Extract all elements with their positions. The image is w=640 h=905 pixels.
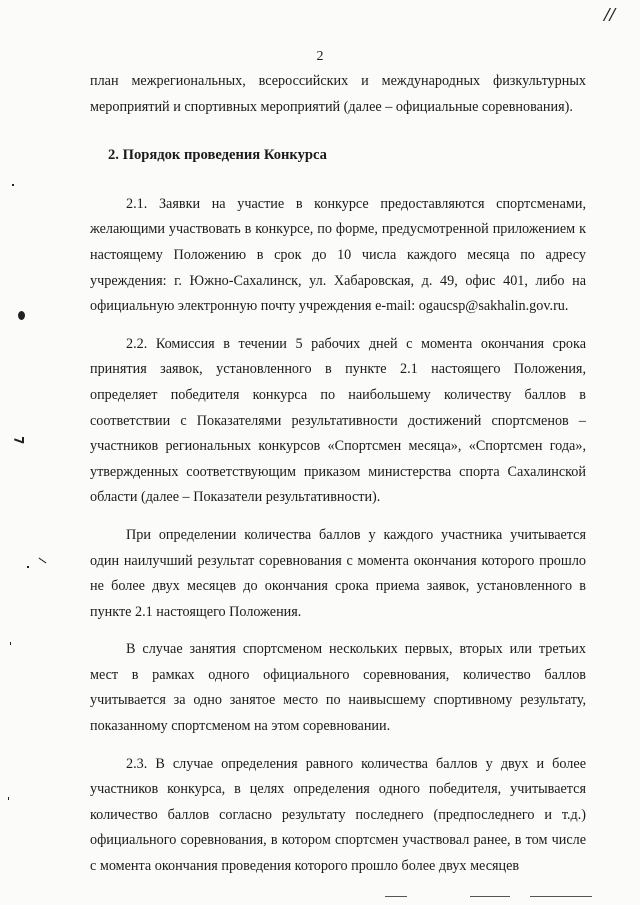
- scan-speck: [39, 558, 47, 564]
- handwritten-corner-mark: //: [604, 4, 616, 26]
- paragraph-2-2: 2.2. Комиссия в течении 5 рабочих дней с момента окончания срока принятия заявок, установленного в пункте 2.1 настоящего Положения, определяет победителя конкурса по наибольшему количеству баллов в соответствии с Показателями результативности достижений спортсменов – участников региональных конкурсов «Спортсмен месяца», «Спортсмен года», утвержденных соответствующим приказом министерства спорта Сахалинской области (далее – Показатели результативности).: [90, 335, 586, 506]
- document-body: [90, 69, 586, 880]
- scan-speck: [27, 566, 29, 568]
- paragraph-multiple-places: В случае занятия спортсменом нескольких первых, вторых или третьих мест в рамках одного официального соревнования, количество баллов учитывается за одно занятое место по наивысшему спортивному результату, показанному спортсменом на этом соревновании.: [90, 641, 586, 735]
- paragraph-2-1: 2.1. Заявки на участие в конкурсе предоставляются спортсменами, желающими участвовать в конкурсе, по форме, предусмотренной приложением к настоящему Положению в срок до 10 числа каждого месяца по адресу учреждения: г. Южно-Сахалинск, ул. Хабаровская, д. 49, офис 401, либо на официальную электронную почту учреждения e-mail: ogaucsp@sakhalin.gov.ru.: [90, 195, 586, 315]
- scan-edge-line: [385, 896, 407, 897]
- scan-speck: [22, 437, 24, 443]
- page-number: 2: [316, 49, 324, 64]
- scan-speck: [12, 184, 14, 186]
- scan-speck: [18, 311, 25, 320]
- scan-speck: [10, 642, 11, 645]
- paragraph-scoring: При определении количества баллов у каждого участника учитывается один наилучший результат соревнования с момента окончания которого прошло не более двух месяцев до окончания срока приема заявок, установленного в пункте 2.1 настоящего Положения.: [90, 526, 586, 620]
- section-title: 2. Порядок проведения Конкурса: [108, 147, 327, 164]
- scan-edge-line: [530, 896, 592, 897]
- scan-speck: [8, 797, 9, 800]
- continuation-paragraph: план межрегиональных, всероссийских и международных физкультурных мероприятий и спортивных мероприятий (далее – официальные соревнования).: [90, 73, 586, 115]
- scan-edge-line: [470, 896, 510, 897]
- paragraph-2-3: 2.3. В случае определения равного количества баллов у двух и более участников конкурса, в целях определения одного победителя, учитывается количество баллов согласно результату последнего (предпоследнего и т.д.) официального соревнования, в котором спортсмен участвовал ранее, в том числе с момента окончания проведения которого прошло более двух месяцев: [90, 755, 586, 875]
